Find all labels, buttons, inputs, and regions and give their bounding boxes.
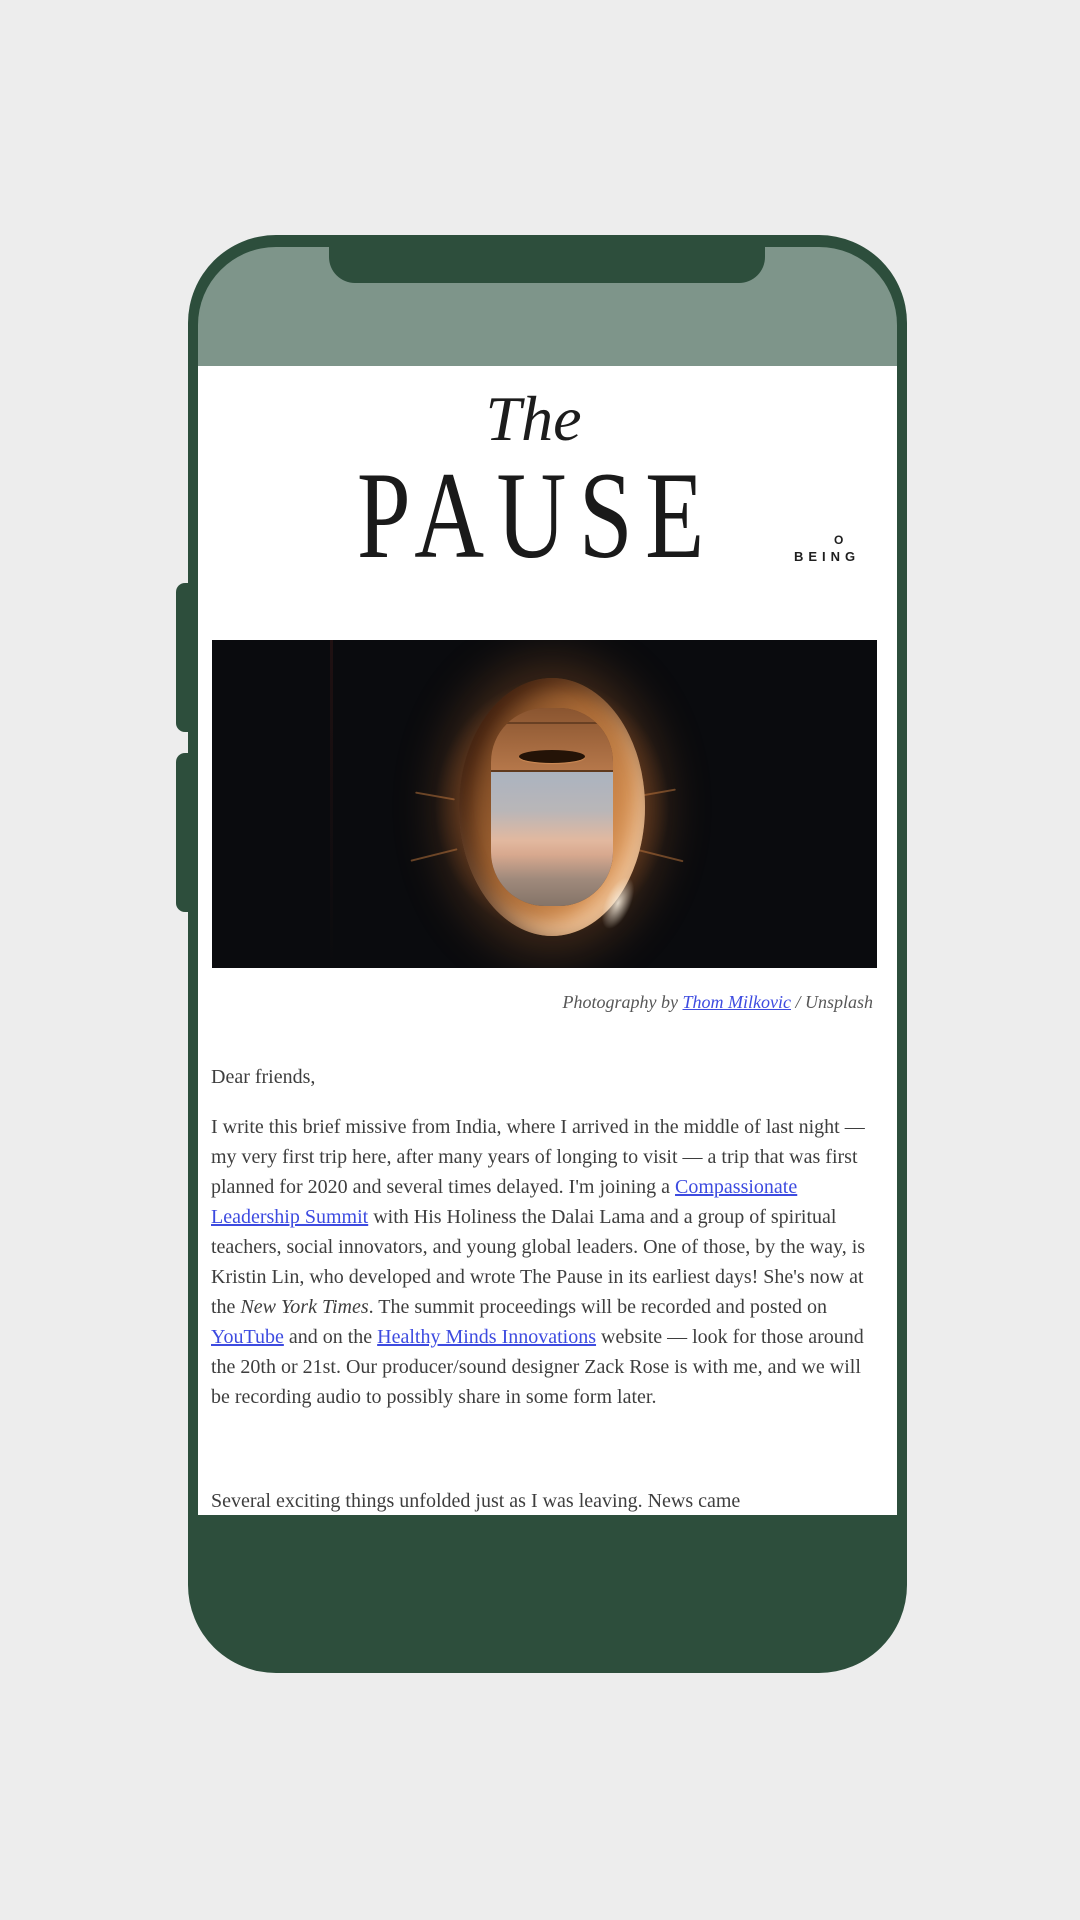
cabin-wall-seam	[330, 640, 333, 968]
text-run: . The summit proceedings will be recorded and posted on	[368, 1296, 828, 1318]
text-run: and on the	[283, 1326, 378, 1348]
shade-groove	[491, 722, 613, 724]
phone-mockup	[188, 235, 907, 1673]
photo-caption	[563, 992, 873, 1013]
body-paragraph	[211, 1112, 883, 1412]
text-run: Several exciting things unfolded just as I was leaving. News came	[211, 1490, 741, 1512]
text-run: website — look for those around the 20th or 21st. Our producer/sound designer Zack Rose is with me, and we will be recording audio to possibly share in some form later.	[211, 1326, 864, 1408]
airplane-window-photo	[212, 640, 877, 968]
text-run: Photography by	[562, 992, 683, 1012]
italic-text: New York Times	[240, 1296, 369, 1318]
text-run: / Unsplash	[790, 992, 873, 1012]
text-run: I write this brief missive from India, where I arrived in the middle of last night — my very first trip here, after many years of longing to visit — a trip that was first planned for 2020 and several times delayed. I'm joining a	[211, 1116, 865, 1198]
text-run: with His Holiness the Dalai Lama and a group of spiritual teachers, social innovators, and young global leaders. One of those, by the way, is Kristin Lin, who developed and wrote The Pause in its earliest days! She's now at the	[211, 1206, 866, 1318]
onbeing-brand-mark	[794, 534, 866, 564]
body-paragraph	[211, 1486, 883, 1515]
inline-link[interactable]: Healthy Minds Innovations	[377, 1326, 597, 1348]
window-shade	[491, 708, 613, 772]
inline-link[interactable]: Compassionate Leadership Summit	[211, 1176, 798, 1228]
email-content[interactable]	[198, 366, 897, 1515]
phone-notch	[329, 235, 765, 283]
brand-o: O	[834, 533, 844, 547]
newsletter-logo-pause: PAUSE	[356, 447, 717, 584]
sunset-sky-gradient	[491, 770, 613, 906]
porthole-frame	[459, 678, 645, 936]
salutation-text: Dear friends,	[211, 1066, 316, 1088]
shade-handle	[519, 750, 585, 763]
brand-being: BEING	[794, 549, 861, 564]
inline-link[interactable]: YouTube	[211, 1326, 284, 1348]
inline-link[interactable]: Thom Milkovic	[682, 992, 791, 1012]
porthole-window	[491, 708, 613, 906]
newsletter-logo-the: The	[485, 383, 582, 454]
